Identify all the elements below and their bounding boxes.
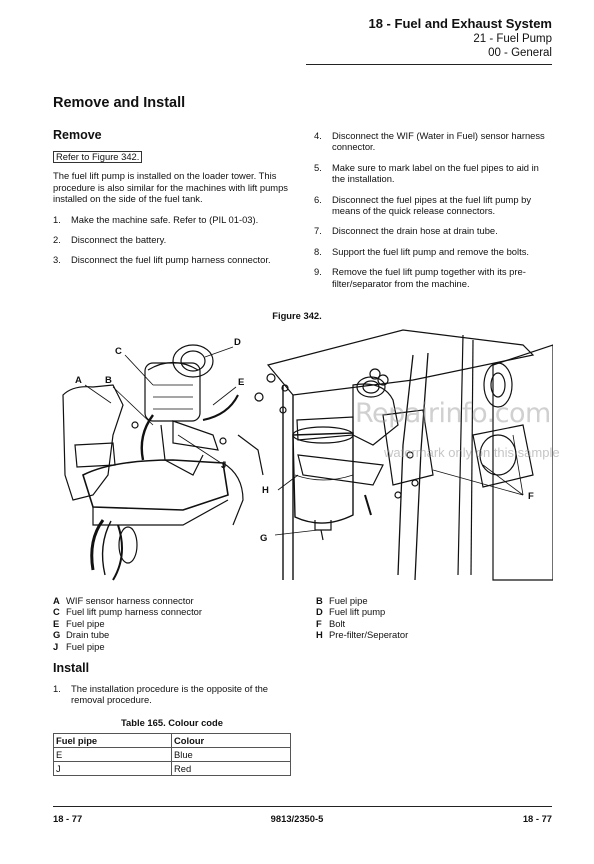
step-text: Disconnect the fuel lift pump harness connector. <box>71 254 271 266</box>
footer-page-right: 18 - 77 <box>522 813 552 824</box>
watermark-logo: Repairinfo.com <box>355 398 551 429</box>
subsection-title: 00 - General <box>488 47 552 59</box>
legend-key: J <box>53 640 59 652</box>
legend-left <box>53 595 202 652</box>
header-divider <box>306 64 552 65</box>
legend-item <box>316 606 408 617</box>
legend-item <box>316 595 408 606</box>
table-cell: J <box>54 762 172 776</box>
step-text: Make sure to mark label on the fuel pipes to aid in the installation. <box>332 161 539 185</box>
legend-item <box>316 618 408 629</box>
table-header-cell: Fuel pipe <box>54 734 172 748</box>
legend-label: WIF sensor harness connector <box>66 595 194 606</box>
step-text: Disconnect the battery. <box>71 234 167 246</box>
step-text: The installation procedure is the opposite of the removal procedure. <box>71 683 268 706</box>
step-item <box>53 214 298 225</box>
table-header-row <box>54 734 291 748</box>
page-title: Remove and Install <box>53 95 186 111</box>
step-text: Support the fuel lift pump and remove the bolts. <box>332 245 529 257</box>
table-row <box>54 762 291 776</box>
step-text: Make the machine safe. Refer to (PIL 01-03). <box>71 213 259 225</box>
step-text: Remove the fuel lift pump together with its pre-filter/separator from the machine. <box>332 266 526 289</box>
legend-key: G <box>53 629 61 641</box>
step-number: 7. <box>314 225 322 237</box>
figure-reference-link[interactable]: Refer to Figure 342. <box>53 151 142 163</box>
install-heading: Install <box>53 661 90 675</box>
page-header <box>368 16 552 60</box>
step-number: 8. <box>314 245 322 257</box>
callout-h: H <box>262 485 269 496</box>
install-steps <box>53 683 298 706</box>
step-number: 9. <box>314 266 322 278</box>
legend-key: B <box>316 595 323 606</box>
remove-right-column <box>314 130 554 289</box>
remove-heading: Remove <box>53 128 102 142</box>
legend-item <box>53 641 202 652</box>
footer-page-left: 18 - 77 <box>53 813 83 824</box>
callout-a: A <box>75 375 82 386</box>
step-item <box>314 225 554 236</box>
step-item <box>53 234 298 245</box>
legend-item <box>53 595 202 606</box>
legend-key: E <box>53 617 60 629</box>
remove-steps-right <box>314 130 554 289</box>
step-number: 2. <box>53 234 61 246</box>
step-number: 5. <box>314 161 322 173</box>
step-text: Disconnect the WIF (Water in Fuel) sensor harness connector. <box>332 130 545 153</box>
table-header-cell: Colour <box>172 734 291 748</box>
callout-f: F <box>528 491 534 502</box>
legend-key: F <box>316 617 322 629</box>
table-cell: E <box>54 748 172 762</box>
colour-code-table <box>53 733 291 776</box>
watermark-caption: watermark only on this sample <box>384 445 560 460</box>
legend-item <box>316 629 408 640</box>
callout-g: G <box>260 533 268 544</box>
step-text: Disconnect the drain hose at drain tube. <box>332 225 498 237</box>
callout-b: B <box>105 375 112 386</box>
legend-label: Drain tube <box>66 629 110 641</box>
step-number: 4. <box>314 130 322 141</box>
legend-key: A <box>53 595 60 606</box>
legend-label: Fuel pipe <box>66 617 105 629</box>
step-item <box>314 266 554 289</box>
step-item <box>53 683 298 706</box>
legend-label: Fuel pipe <box>66 640 105 652</box>
legend-item <box>53 606 202 617</box>
step-number: 3. <box>53 254 61 266</box>
section-title: 21 - Fuel Pump <box>473 33 552 45</box>
callout-d: D <box>234 337 241 348</box>
legend-right <box>316 595 408 641</box>
step-number: 1. <box>53 683 61 694</box>
footer-divider <box>53 806 552 807</box>
footer-doc-number: 9813/2350-5 <box>270 813 324 824</box>
table-caption: Table 165. Colour code <box>121 717 223 728</box>
step-item <box>314 130 554 153</box>
legend-label: Pre-filter/Seperator <box>329 629 409 641</box>
callout-c: C <box>115 346 122 357</box>
legend-item <box>53 618 202 629</box>
table-row <box>54 748 291 762</box>
legend-label: Bolt <box>329 617 346 629</box>
figure-title: Figure 342. <box>272 310 322 321</box>
legend-item <box>53 629 202 640</box>
step-item <box>53 254 298 265</box>
table-cell: Blue <box>172 748 291 762</box>
remove-intro: The fuel lift pump is installed on the loader tower. This procedure is also similar for the machines with lift pumps installed on the side of the fuel tank. <box>53 170 288 205</box>
step-item <box>314 162 554 185</box>
remove-steps-left <box>53 214 298 266</box>
callout-e: E <box>238 377 245 388</box>
legend-label: Fuel lift pump harness connector <box>66 606 203 618</box>
legend-label: Fuel pipe <box>329 595 368 606</box>
step-number: 1. <box>53 213 61 225</box>
legend-key: D <box>316 606 323 618</box>
step-text: Disconnect the fuel pipes at the fuel lift pump by means of the quick release connectors. <box>332 193 532 217</box>
table-cell: Red <box>172 762 291 776</box>
step-item <box>314 246 554 257</box>
remove-left-column <box>53 130 298 266</box>
chapter-title: 18 - Fuel and Exhaust System <box>368 16 552 31</box>
legend-key: C <box>53 606 60 618</box>
step-item <box>314 194 554 217</box>
callout-j: J <box>221 460 227 471</box>
step-number: 6. <box>314 193 322 205</box>
legend-key: H <box>316 629 323 641</box>
legend-label: Fuel lift pump <box>329 606 386 618</box>
